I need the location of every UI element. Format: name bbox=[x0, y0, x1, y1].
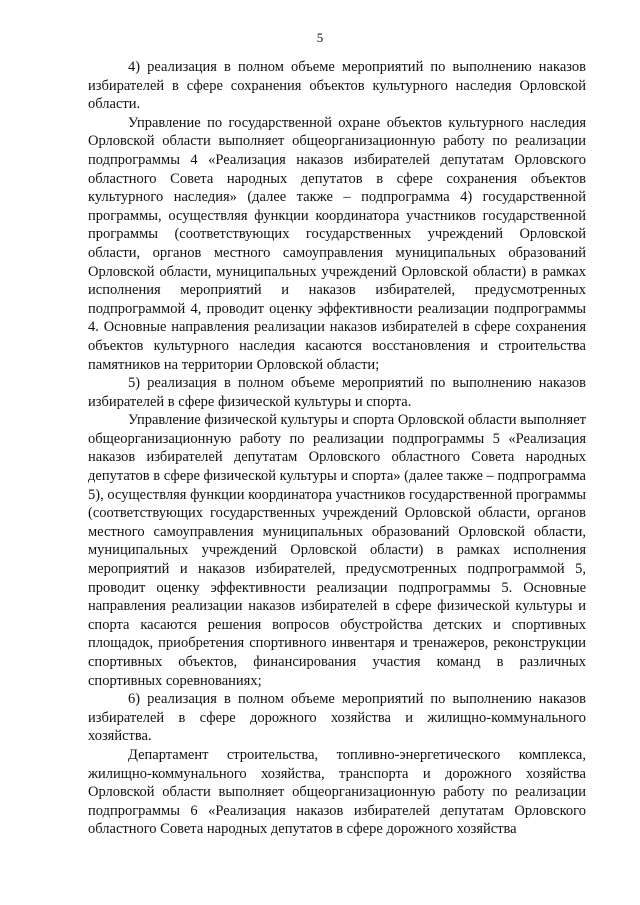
page-number: 5 bbox=[316, 30, 324, 45]
paragraph-item-6: 6) реализация в полном объеме мероприятий по выполнению наказов избирателей в сфере дорожного хозяйства и жилищно-коммунального хозяйства. bbox=[88, 691, 586, 745]
paragraph-item-4: 4) реализация в полном объеме мероприятий по выполнению наказов избирателей в сфере сохранения объектов культурного наследия Орловской области. bbox=[88, 59, 586, 113]
document-body bbox=[88, 58, 586, 839]
paragraph-subprogram-4: Управление по государственной охране объектов культурного наследия Орловской области выполняет общеорганизационную работу по реализации подпрограммы 4 «Реализация наказов избирателей депутатам Орловского областного Совета народных депутатов в сфере сохранения объектов культурного наследия» (далее также – подпрограмма 4) государственной программы, осуществляя функции координатора участников государственной программы (соответствующих государственных учреждений Орловской области, органов местного самоуправления муниципальных образований Орловской области, муниципальных учреждений Орловской области) в рамках исполнения мероприятий и наказов избирателей, предусмотренных подпрограммой 4, проводит оценку эффективности реализации подпрограммы 4. Основные направления реализации наказов избирателей в сфере сохранения объектов культурного наследия касаются восстановления и строительства памятников на территории Орловской области; bbox=[88, 114, 586, 373]
paragraph-subprogram-5: Управление физической культуры и спорта Орловской области выполняет общеорганизационную работу по реализации подпрограммы 5 «Реализация наказов избирателей депутатам Орловского областного Совета народных депутатов в сфере физической культуры и спорта» (далее также – подпрограмма 5), осуществляя функции координатора участников государственной программы (соответствующих государственных учреждений Орловской области, органов местного самоуправления муниципальных образований Орловской области, муниципальных учреждений Орловской области) в рамках исполнения мероприятий и наказов избирателей, предусмотренных подпрограммой 5, проводит оценку эффективности реализации подпрограммы 5. Основные направления реализации наказов избирателей в сфере физической культуры и спорта касаются решения вопросов обустройства детских и спортивных площадок, приобретения спортивного инвентаря и тренажеров, реконструкции спортивных объектов, финансирования участия команд в различных спортивных соревнованиях; bbox=[88, 412, 586, 689]
paragraph-subprogram-6: Департамент строительства, топливно-энергетического комплекса, жилищно-коммунального хозяйства, транспорта и дорожного хозяйства Орловской области выполняет общеорганизационную работу по реализации подпрограммы 6 «Реализация наказов избирателей депутатам Орловского областного Совета народных депутатов в сфере дорожного хозяйства bbox=[88, 746, 586, 838]
paragraph-item-5: 5) реализация в полном объеме мероприятий по выполнению наказов избирателей в сфере физической культуры и спорта. bbox=[88, 375, 586, 410]
